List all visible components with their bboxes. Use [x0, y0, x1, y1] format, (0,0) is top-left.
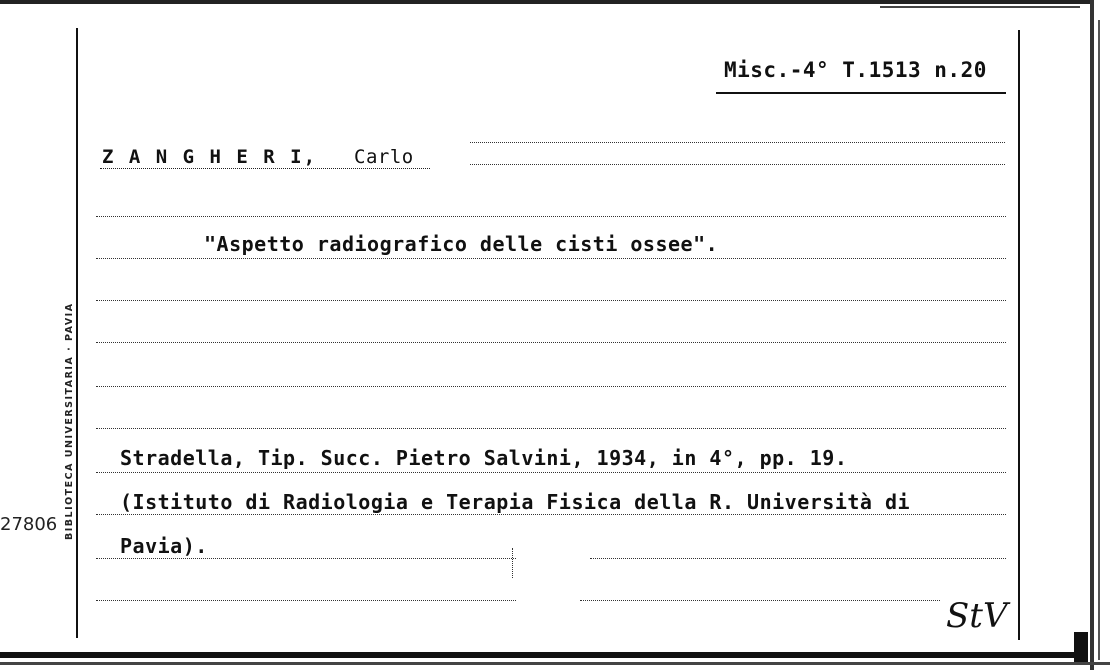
author-surname: Z A N G H E R I, — [102, 146, 318, 168]
inventory-number: 27806 — [0, 514, 58, 535]
ruled-line — [590, 558, 1006, 559]
ruled-line — [470, 164, 1005, 165]
right-margin-line — [1018, 30, 1020, 640]
note-line-1: (Istituto di Radiologia e Terapia Fisica della R. Università di — [120, 490, 911, 514]
ruled-line — [580, 600, 940, 601]
ruled-line — [470, 142, 1005, 143]
handwritten-initials: StV — [946, 596, 1008, 636]
ruled-line — [96, 342, 1006, 343]
bottom-right-block — [1074, 632, 1088, 662]
ruled-line — [96, 300, 1006, 301]
ruled-line — [96, 258, 1006, 259]
imprint: Stradella, Tip. Succ. Pietro Salvini, 1934, in 4°, pp. 19. — [120, 446, 848, 470]
bottom-edge-shadow — [0, 662, 1110, 665]
ruled-line — [96, 514, 1006, 515]
left-margin-line — [76, 28, 78, 638]
ruled-line — [96, 600, 516, 601]
author-forename: Carlo — [354, 146, 414, 168]
library-stamp: BIBLIOTECA UNIVERSITARIA · PAVIA — [64, 302, 75, 540]
ruled-line — [96, 472, 1006, 473]
right-edge-artifact-2 — [1098, 20, 1100, 660]
ruled-line — [96, 386, 1006, 387]
shelfmark: Misc.-4° T.1513 n.20 — [724, 58, 987, 82]
ruled-line — [96, 428, 1006, 429]
bottom-border — [0, 652, 1080, 658]
note-line-2: Pavia). — [120, 534, 208, 558]
work-title: "Aspetto radiografico delle cisti ossee". — [204, 232, 719, 256]
author-underline — [100, 168, 430, 169]
right-edge-artifact — [1090, 0, 1094, 670]
dotted-mark — [512, 548, 513, 578]
top-edge-shadow — [880, 6, 1080, 8]
ruled-line — [96, 558, 516, 559]
shelfmark-underline — [716, 92, 1006, 94]
ruled-line — [96, 216, 1006, 217]
top-border — [0, 0, 1090, 4]
